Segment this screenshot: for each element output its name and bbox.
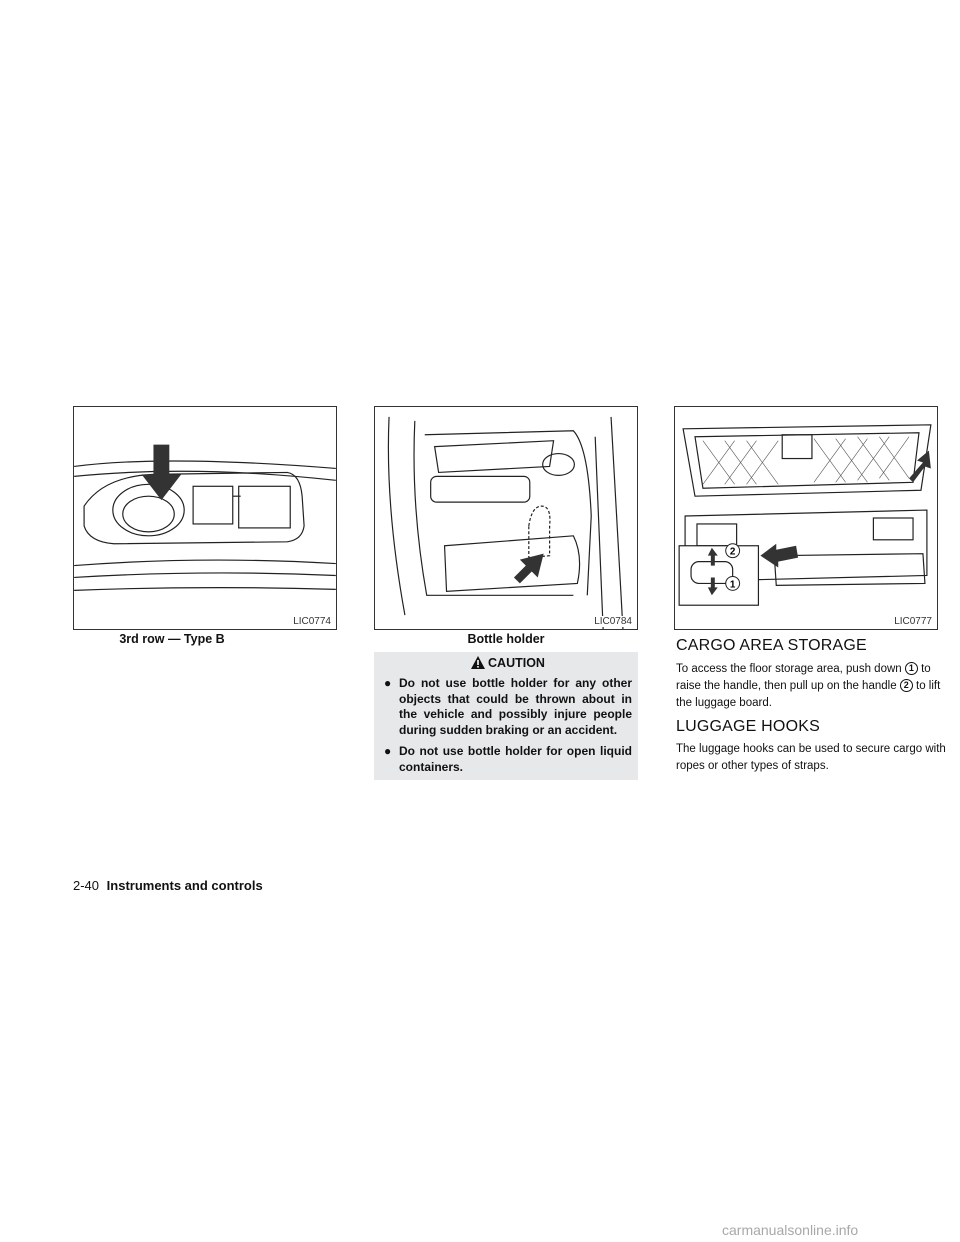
callout-ref-2: 2 (900, 679, 913, 692)
figure-code: LIC0784 (594, 616, 632, 627)
figure-caption-cup-holder: 3rd row — Type B (119, 632, 225, 646)
callout-ref-1: 1 (905, 662, 918, 675)
figure-bottle-holder (374, 406, 638, 630)
caution-title: CAUTION (488, 656, 545, 670)
figure-caption-bottle-holder: Bottle holder (467, 632, 545, 646)
bullet: ● (384, 744, 392, 758)
figure-cup-holder (73, 406, 337, 630)
page-footer (73, 878, 263, 893)
cup-holder-illustration (74, 407, 336, 629)
heading-luggage-hooks: LUGGAGE HOOKS (676, 718, 820, 735)
figure-code: LIC0774 (293, 616, 331, 627)
door-panel-illustration (375, 407, 637, 629)
bullet: ● (384, 676, 392, 690)
arrow-left-icon (760, 544, 798, 568)
page-number: 2-40 (73, 878, 100, 893)
heading-cargo-area-storage: CARGO AREA STORAGE (676, 637, 867, 654)
cargo-area-illustration (675, 407, 937, 629)
warning-triangle-icon (471, 656, 485, 669)
arrow-down-icon (142, 445, 182, 501)
arrow-up-right-icon (514, 554, 544, 584)
callout-1: 1 (729, 579, 736, 591)
paragraph-luggage-hooks: The luggage hooks can be used to secure cargo with ropes or other types of straps. (676, 743, 946, 772)
caution-box (374, 652, 638, 780)
caution-item: ● Do not use bottle holder for any other objects that could be thrown about in the vehicle and possibly injure people during sudden braking or an accident. (384, 676, 632, 737)
figure-cargo-area (674, 406, 938, 630)
arrow-up-icon (909, 451, 931, 483)
figure-code: LIC0777 (894, 616, 932, 627)
caution-item: ● Do not use bottle holder for open liquid containers. (384, 744, 632, 774)
callout-2: 2 (729, 546, 736, 558)
caution-list (384, 676, 632, 775)
caution-header (384, 656, 632, 670)
paragraph-cargo-area-storage: To access the floor storage area, push down 1 to raise the handle, then pull up on the handle 2 to lift the luggage board. (676, 663, 941, 709)
watermark: carmanualsonline.info (722, 1222, 859, 1238)
section-title: Instruments and controls (106, 878, 263, 893)
